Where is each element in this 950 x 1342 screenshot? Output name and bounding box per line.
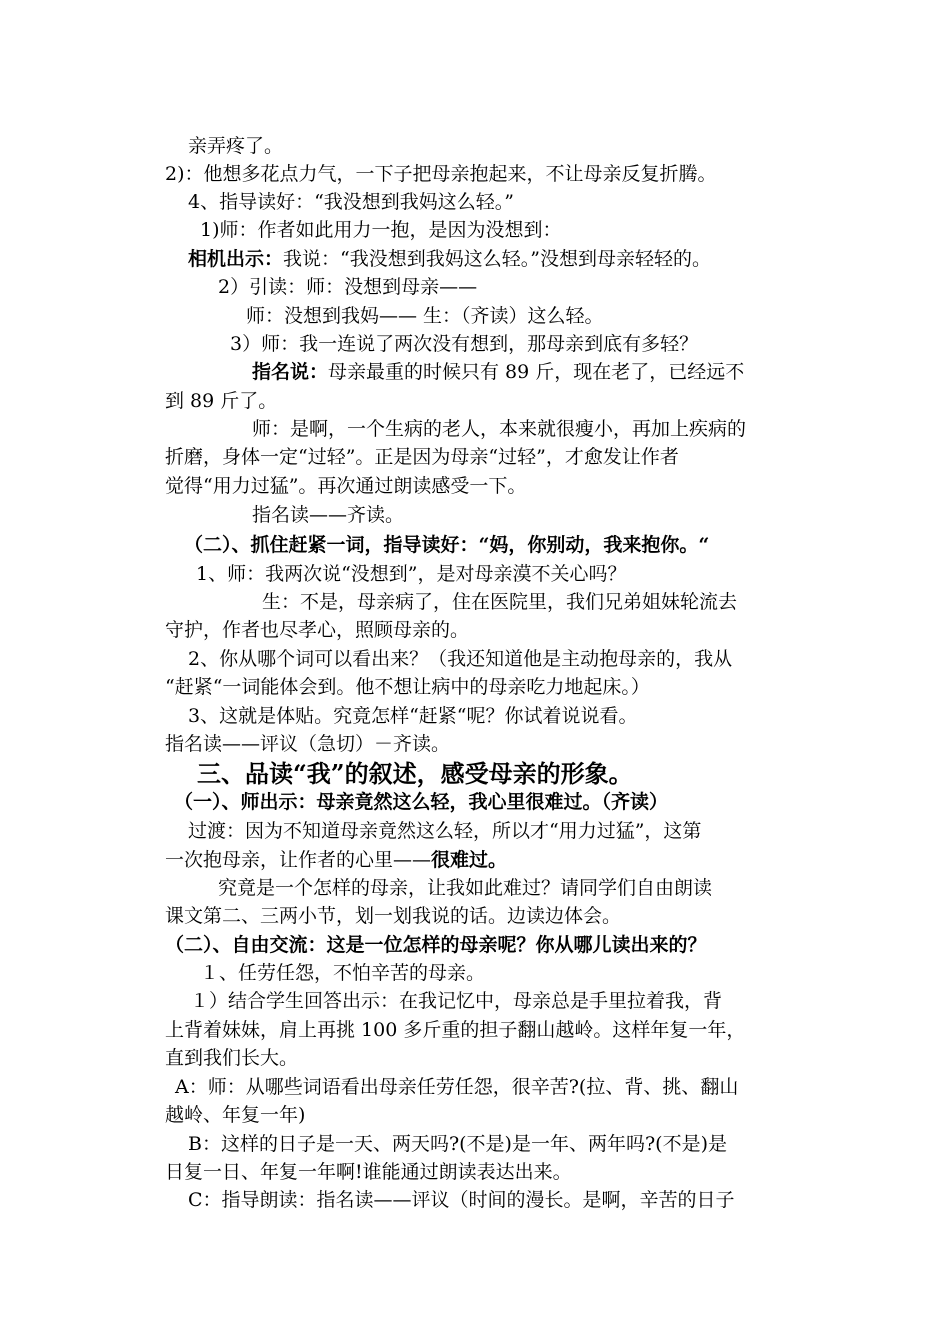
section-heading: （一）、师出示：母亲竟然这么轻，我心里很难过。（齐读） bbox=[174, 791, 669, 813]
text-line: 折磨，身体一定“过轻”。正是因为母亲“过轻”，才愈发让作者 bbox=[165, 446, 679, 468]
text-line: 究竟是一个怎样的母亲，让我如此难过？请同学们自由朗读 bbox=[218, 877, 713, 899]
text-line: 越岭、年复一年) bbox=[165, 1104, 306, 1126]
bold-label: 指名说： bbox=[252, 361, 329, 383]
chapter-heading: 三、品读“我”的叙述，感受母亲的形象。 bbox=[197, 759, 633, 788]
text-line: 师：是啊，一个生病的老人，本来就很瘦小，再加上疾病的 bbox=[252, 418, 747, 440]
text-line: 课文第二、三两小节，划一划我说的话。边读边体会。 bbox=[165, 905, 622, 927]
text-line bbox=[188, 246, 711, 272]
text-line: 直到我们长大。 bbox=[165, 1047, 299, 1069]
bold-label: 相机出示： bbox=[188, 248, 284, 270]
text-line: 上背着妹妹，肩上再挑 100 多斤重的担子翻山越岭。这样年复一年， bbox=[165, 1019, 746, 1041]
bold-text: 很难过。 bbox=[431, 849, 508, 871]
text-line bbox=[165, 847, 507, 873]
text-line: 3、这就是体贴。究竟怎样“赶紧“呢？你试着说说看。 bbox=[188, 705, 638, 727]
text-line: 觉得“用力过猛”。再次通过朗读感受一下。 bbox=[165, 475, 527, 497]
text-line: 日复一日、年复一年啊!谁能通过朗读表达出来。 bbox=[165, 1161, 572, 1183]
text-line: 1)师：作者如此用力一抱，是因为没想到： bbox=[200, 219, 562, 241]
text-line: 3）师：我一连说了两次没有想到，那母亲到底有多轻？ bbox=[230, 333, 699, 355]
text-line: 1、师：我两次说“没想到”，是对母亲漠不关心吗？ bbox=[196, 563, 627, 585]
text-line: C：指导朗读：指名读——评议（时间的漫长。是啊，辛苦的日子 bbox=[188, 1189, 735, 1211]
text-line: 过渡：因为不知道母亲竟然这么轻，所以才“用力过猛”，这第 bbox=[188, 820, 702, 842]
text-line: 师：没想到我妈—— 生：（齐读）这么轻。 bbox=[246, 305, 604, 327]
section-heading: （二）、抓住赶紧一词，指导读好：“妈，你别动，我来抱你。“ bbox=[184, 534, 710, 556]
text-line: 生：不是，母亲病了，住在医院里，我们兄弟姐妹轮流去 bbox=[262, 591, 738, 613]
line-text: 母亲最重的时候只有 89 斤，现在老了，已经远不 bbox=[328, 361, 745, 383]
line-text: 一次抱母亲，让作者的心里—— bbox=[165, 849, 432, 871]
text-line: １、任劳任怨，不怕辛苦的母亲。 bbox=[200, 962, 486, 984]
text-line: 2)：他想多花点力气，一下子把母亲抱起来，不让母亲反复折腾。 bbox=[165, 163, 717, 185]
text-line: 指名读——评议（急切）－齐读。 bbox=[165, 733, 451, 755]
text-line: 亲弄疼了。 bbox=[188, 135, 284, 157]
text-line: 4、指导读好：“我没想到我妈这么轻。” bbox=[188, 191, 515, 213]
text-line: 守护，作者也尽孝心，照顾母亲的。 bbox=[165, 619, 470, 641]
text-line: 2）引读：师：没想到母亲—— bbox=[218, 276, 478, 298]
text-line: “赶紧“一词能体会到。他不想让病中的母亲吃力地起床。） bbox=[165, 676, 650, 698]
text-line: A：师：从哪些词语看出母亲任劳任怨，很辛苦?(拉、背、挑、翻山 bbox=[175, 1076, 739, 1098]
line-text: 我说：“我没想到我妈这么轻。”没想到母亲轻轻的。 bbox=[283, 248, 711, 270]
text-line: １）结合学生回答出示：在我记忆中，母亲总是手里拉着我，背 bbox=[190, 990, 723, 1012]
section-heading: （二）、自由交流：这是一位怎样的母亲呢？你从哪儿读出来的？ bbox=[165, 934, 707, 956]
text-line: B：这样的日子是一天、两天吗?(不是)是一年、两年吗?(不是)是 bbox=[188, 1133, 727, 1155]
text-line: 2、你从哪个词可以看出来？（我还知道他是主动抱母亲的，我从 bbox=[188, 648, 733, 670]
text-line: 指名读——齐读。 bbox=[252, 504, 405, 526]
text-line: 到 89 斤了。 bbox=[165, 390, 278, 412]
text-line bbox=[252, 359, 744, 385]
